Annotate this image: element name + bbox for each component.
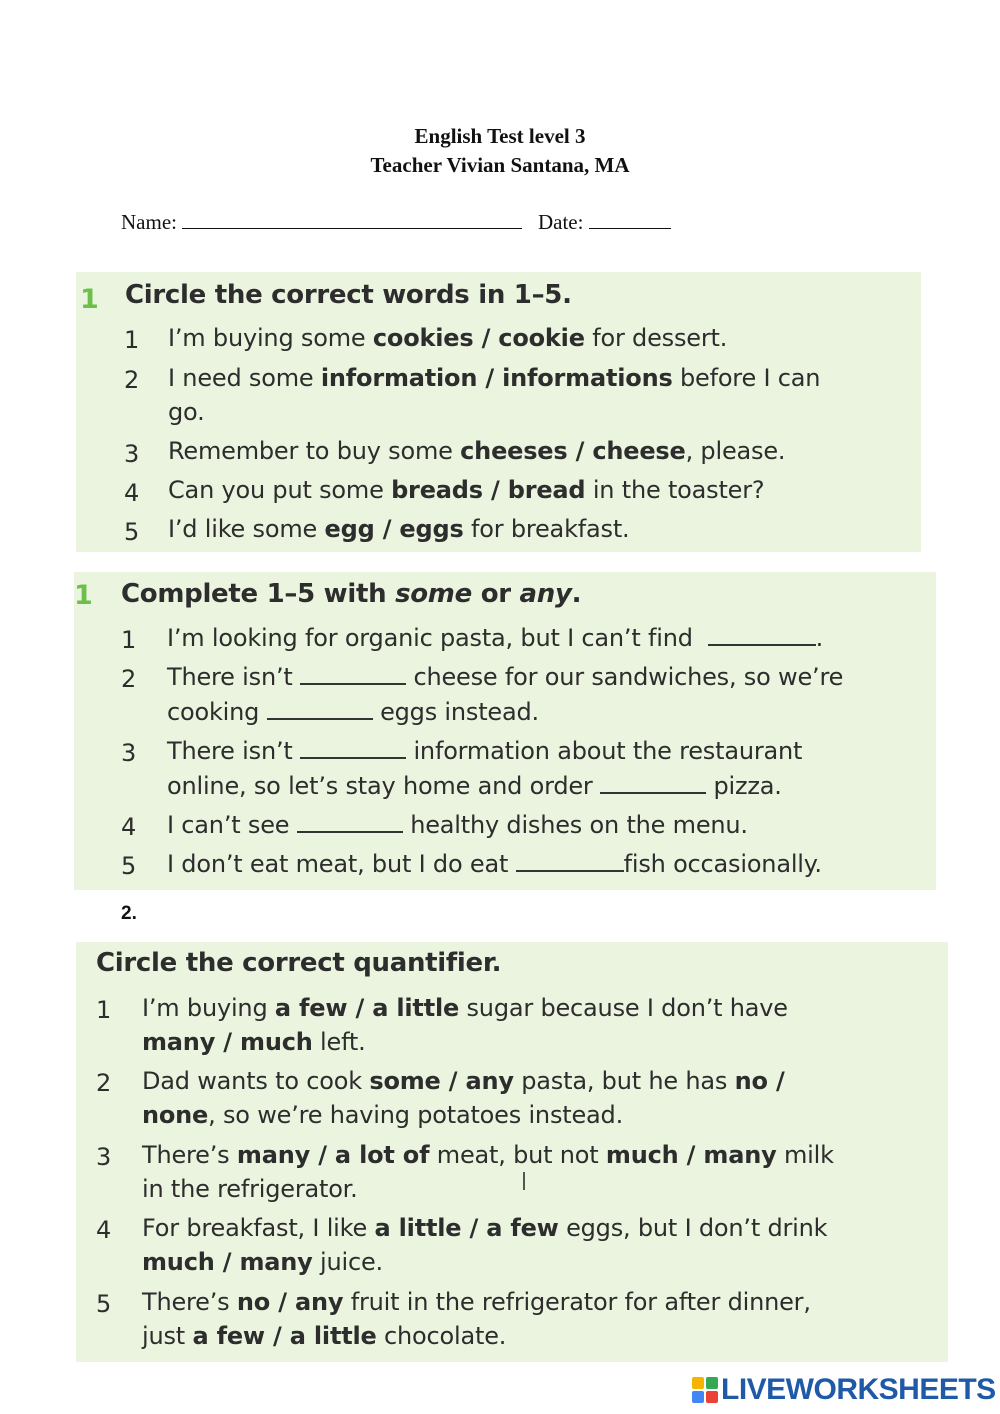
word-choice[interactable]: cheeses / cheese <box>460 437 686 465</box>
list-item-continued: in the refrigerator. <box>142 1175 358 1203</box>
answer-blank[interactable] <box>300 665 406 685</box>
exercise1-title: Circle the correct words in 1–5. <box>125 280 572 310</box>
list-item-continued: online, so let’s stay home and order pizza. <box>167 772 782 800</box>
item-number: 3 <box>96 1143 112 1171</box>
list-item: I don’t eat meat, but I do eat fish occasionally. <box>167 850 822 878</box>
exercise3-title: Circle the correct quantifier. <box>96 948 502 978</box>
item-number: 2 <box>96 1069 112 1097</box>
list-item-continued: go. <box>168 398 205 426</box>
answer-blank[interactable] <box>267 700 373 720</box>
word-choice[interactable]: many / much <box>142 1028 313 1056</box>
word-choice[interactable]: none <box>142 1101 209 1129</box>
name-input-line[interactable] <box>182 210 522 229</box>
word-choice[interactable]: a little / a few <box>374 1214 559 1242</box>
item-number: 2 <box>124 366 140 394</box>
teacher-name: Teacher Vivian Santana, MA <box>370 153 630 177</box>
word-choice[interactable]: many / a lot of <box>236 1141 430 1169</box>
list-item: There isn’t cheese for our sandwiches, so we’re <box>167 663 844 691</box>
item-number: 2 <box>121 665 137 693</box>
word-choice[interactable]: no / <box>734 1067 785 1095</box>
item-number: 3 <box>121 739 137 767</box>
answer-blank[interactable] <box>708 626 816 646</box>
logo-square <box>706 1391 718 1403</box>
brand-name: LIVEWORKSHEETS <box>721 1373 996 1406</box>
word-choice[interactable]: some / any <box>369 1067 514 1095</box>
word-choice[interactable]: a few / a little <box>274 994 460 1022</box>
date-label: Date: <box>537 210 584 234</box>
list-item: I’m buying a few / a little sugar because I don’t have <box>142 994 788 1022</box>
word-choice[interactable]: cookies / cookie <box>372 324 585 352</box>
name-date-fields <box>121 210 671 235</box>
answer-blank[interactable] <box>600 774 706 794</box>
item-number: 1 <box>124 326 140 354</box>
word-choice[interactable]: much / many <box>142 1248 313 1276</box>
list-item: There isn’t information about the restaurant <box>167 737 803 765</box>
item-number: 3 <box>124 440 140 468</box>
date-input-line[interactable] <box>589 210 671 229</box>
logo-square <box>692 1391 704 1403</box>
list-item: There’s no / any fruit in the refrigerator for after dinner, <box>142 1288 811 1316</box>
list-item: There’s many / a lot of meat, but not much / many milk <box>142 1141 834 1169</box>
section-2-label: 2. <box>121 903 137 924</box>
list-item-continued: many / much left. <box>142 1028 366 1056</box>
exercise1-number: 1 <box>80 284 99 315</box>
exercise2-title: Complete 1–5 with some or any. <box>121 579 582 609</box>
answer-blank[interactable] <box>516 852 624 872</box>
list-item-continued: much / many juice. <box>142 1248 383 1276</box>
answer-blank[interactable] <box>300 739 406 759</box>
list-item: Can you put some breads / bread in the toaster? <box>168 476 765 504</box>
list-item: I can’t see healthy dishes on the menu. <box>167 811 748 839</box>
item-number: 5 <box>124 518 140 546</box>
item-number: 4 <box>121 813 137 841</box>
list-item-continued: none, so we’re having potatoes instead. <box>142 1101 623 1129</box>
item-number: 5 <box>96 1290 112 1318</box>
stray-mark <box>523 1172 525 1190</box>
word-choice[interactable]: much / many <box>605 1141 777 1169</box>
list-item-continued: just a few / a little chocolate. <box>142 1322 507 1350</box>
item-number: 5 <box>121 852 137 880</box>
liveworksheets-logo-icon <box>692 1377 718 1403</box>
item-number: 4 <box>124 479 140 507</box>
answer-blank[interactable] <box>297 813 403 833</box>
list-item: I’m buying some cookies / cookie for dessert. <box>168 324 728 352</box>
test-title: English Test level 3 <box>414 124 586 148</box>
liveworksheets-brand[interactable] <box>692 1373 996 1407</box>
item-number: 1 <box>121 626 137 654</box>
list-item: For breakfast, I like a little / a few eggs, but I don’t drink <box>142 1214 828 1242</box>
word-choice[interactable]: no / any <box>236 1288 344 1316</box>
word-choice[interactable]: a few / a little <box>192 1322 377 1350</box>
exercise2-number: 1 <box>74 580 93 611</box>
logo-square <box>692 1377 704 1389</box>
word-choice[interactable]: information / informations <box>320 364 673 392</box>
list-item: Remember to buy some cheeses / cheese, please. <box>168 437 786 465</box>
item-number: 4 <box>96 1216 112 1244</box>
list-item: I’m looking for organic pasta, but I can’t find . <box>167 624 824 652</box>
list-item-continued: cooking eggs instead. <box>167 698 539 726</box>
word-choice[interactable]: egg / eggs <box>324 515 464 543</box>
list-item: I need some information / informations before I can <box>168 364 821 392</box>
exercise2-panel <box>74 572 936 890</box>
item-number: 1 <box>96 996 112 1024</box>
logo-square <box>706 1377 718 1389</box>
list-item: I’d like some egg / eggs for breakfast. <box>168 515 630 543</box>
word-choice[interactable]: breads / bread <box>391 476 586 504</box>
name-label: Name: <box>121 210 177 234</box>
list-item: Dad wants to cook some / any pasta, but he has no / <box>142 1067 785 1095</box>
